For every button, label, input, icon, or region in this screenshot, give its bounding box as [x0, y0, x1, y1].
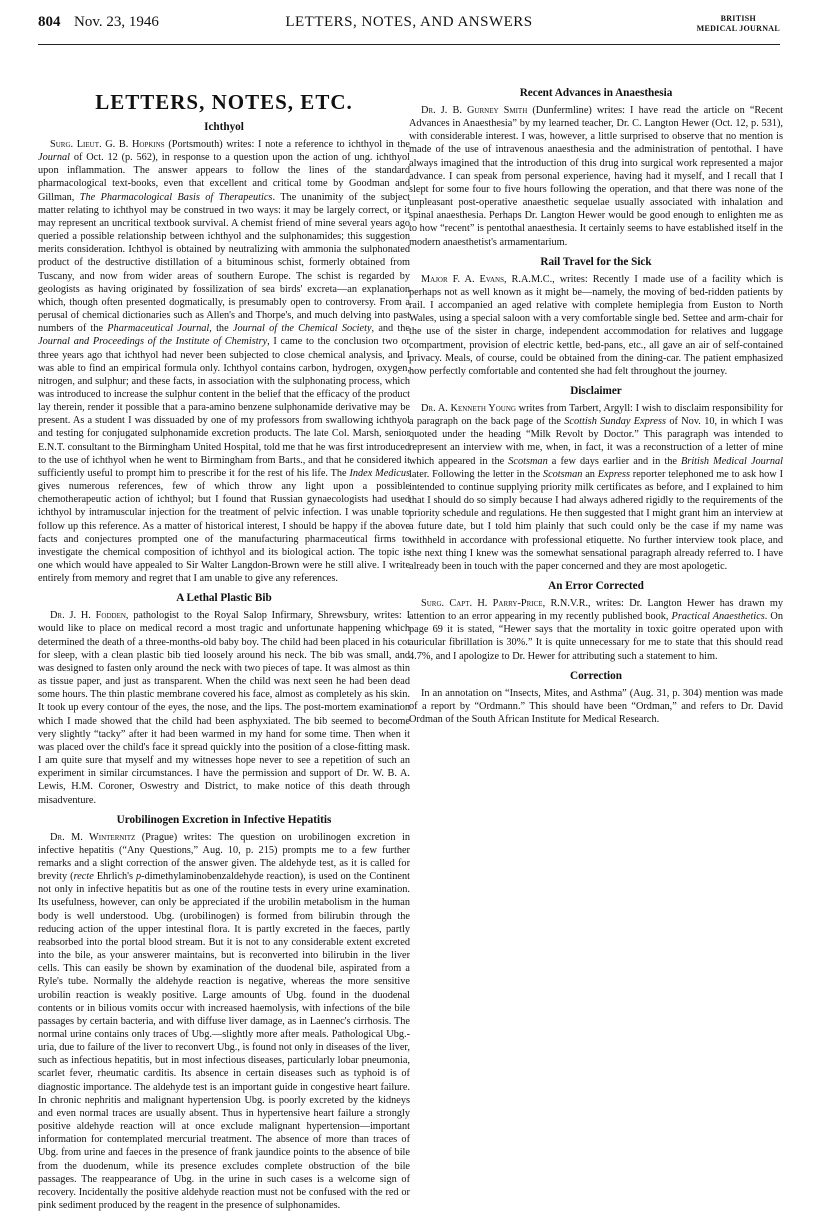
article-title-disclaimer: Disclaimer — [570, 384, 622, 397]
page-number: 804 — [38, 14, 61, 30]
article-title-correction: Correction — [570, 669, 622, 682]
left-column — [38, 54, 411, 1212]
article-body-plastic-bib: Dr. J. H. Fodden, pathologist to the Royal Salop Infirmary, Shrewsbury, writes: I would like to place on medical record a most tragic and unfortunate happening which determined the death of a three-months-old baby boy. The child had been placed in his cot for sleep, with a clean plastic bib tied loosely around his neck. The bib was small, and was designed to fasten only around the neck with two pieces of tape. It was almost as thin as tissue paper, and just as transparent. When the child was next seen he had been dead some hours. The thin plastic membrane covered his face, almost as completely as his skin. It took up every contour of the eyes, the nose, and the lips. The post-mortem examination which I made showed that the child had been asphyxiated. The bib seemed to become very slightly “tacky” after it had been warmed in my hand for some time. Then when it was placed over the child's face it spread quickly into the position of a close-fitting mask. I am quite sure that myself and my witnesses hope never to see a repetition of such an experiment in similar circumstances. I have the permission and support of Dr. W. B. A. Lewis, H.M. Coroner, Oswestry and District, to make notice of this death through misadventure. — [38, 610, 410, 806]
section-running-title: LETTERS, NOTES, AND ANSWERS — [285, 14, 533, 30]
article-title-ichthyol: Ichthyol — [204, 121, 244, 133]
main-heading: LETTERS, NOTES, ETC. — [95, 90, 353, 114]
article-body-anaesthesia: Dr. J. B. Gurney Smith (Dunfermline) writes: I have read the article on “Recent Advances in Anaesthesia” by my learned teacher, Dr. C. Langton Hewer (Oct. 12, p. 531), with considerable interest. I was, however, a little surprised to observe that no mention is made of the use of intravenous anaesthesia and the administration of pentothal. I have always imagined that the introduction of this drug into surgical work represented a major advance. I can speak from personal experience, having had it myself, and I recall that I slept for some four to five hours following the operation, and that there was none of the unpleasant post-operative anaesthetic sequelae usually associated with inhalation and spinal anaesthesia. Perhaps Dr. Langton Hewer would be good enough to enlighten me as to how “recent” is pentothal anaesthesia. It certainly seems to have established itself in the modern anaesthetist's armamentarium. — [409, 105, 783, 248]
journal-name-line2: MEDICAL JOURNAL — [696, 24, 780, 33]
article-body-rail-travel: Major F. A. Evans, R.A.M.C., writes: Recently I made use of a facility which is perhaps not as well known as it might be—namely, the moving of bed-ridden patients by rail. I accompanied an aged relative with complete hemiplegia from Euston to North Wales, using a special saloon with a very comfortable single bed. Settee and arm-chair for the use of the sister in charge, independent accommodation for relatives and luggage compartment, provision of electric kettle, bed-pans, etc., all gave an air of self-contained privacy. Meals, of course, could be obtained from the dining-car. The patient emphasized how perfectly comfortable and contented she had felt throughout the journey. — [409, 273, 783, 377]
author-name: Dr. J. H. Fodden — [50, 610, 126, 622]
article-title-rail-travel: Rail Travel for the Sick — [540, 255, 652, 268]
issue-date: Nov. 23, 1946 — [74, 14, 159, 30]
article-body-disclaimer: Dr. A. Kenneth Young writes from Tarbert, Argyll: I wish to disclaim responsibility for a paragraph on the back page of the Scottish Sunday Express of Nov. 10, in which I was quoted under the heading “Milk Revolt by Doctor.” This paragraph was intended to represent an interview with me, when, in fact, it was a reconstruction of a letter of mine which appeared in the Scotsman a few days earlier and in the British Medical Journal later. Following the letter in the Scotsman an Express reporter telephoned me to ask how I intended to continue supplying priority milk certificates as before, and I explained to him that I should do so simply because I had always adhered rigidly to the requirements of the priority schedule and regulations. He then suggested that I might grant him an interview at a future date, but I told him plainly that such could only be the case if my name was withheld in accordance with professional etiquette. No further interview took place, and the next thing I knew was the somewhat sensational paragraph already referred to. I have already been in touch with the paper concerned and they are most apologetic. — [409, 402, 783, 572]
journal-name — [697, 14, 780, 34]
author-name: Dr. M. Winternitz — [50, 831, 136, 843]
author-name: Surg. Lieut. G. B. Hopkins — [50, 139, 165, 150]
author-name: Surg. Capt. H. Parry-Price — [421, 598, 543, 609]
right-column — [409, 80, 783, 1144]
article-body-urobilinogen: Dr. M. Winternitz (Prague) writes: The question on urobilinogen excretion in infective hepatitis (“Any Questions,” Aug. 10, p. 215) prompts me to a few further remarks and a slight correction of the answer given. The aldehyde test, as it is called for brevity (recte Ehrlich's p-dimethylaminobenzaldehyde reaction), is used on the Continent not only in infective hepatitis but as one of the routine tests in every urine examination. Its usefulness, however, can only be appreciated if the urobilin metabolism in the human body is well understood. Ubg. (urobilinogen) is formed from bilirubin through the reducing action of the upper intestinal flora. It is partly excreted in the faeces, partly reabsorbed into the portal blood stream. But it is not to any considerable extent excreted into the bile, as your answerer maintains, but is reconverted into bilirubin in the liver cells. This can easily be shown by examination of the duodenal bile, aspirated from a Ryle's tube. Normally the aldehyde reaction is negative, whereas the more sensitive urobilin reaction is weakly positive. Large amounts of Ubg. found in the duodenal contents or in bilious vomits occur with increased haemolysis, with infections of the bile passages by certain bacteria, and with diffuse liver damage, as in Laennec's cirrhosis. The normal urine contains only traces of Ubg.—slightly more after meals. Pathological Ubg.-uria, due to failure of the liver to reconvert Ubg., is found not only in diseases of the liver, such as infectious hepatitis, but in most infectious diseases, particularly lobar pneumonia, scarlet fever, rheumatic carditis. Its absence in certain diseases such as typhoid is of diagnostic importance. The aldehyde test is an important guide in congestive heart failure. In chronic nephritis and malignant hypertension Ubg. is poorly excreted by the kidneys and even normal traces are usually absent. Thus in hypertensive heart failure a strongly positive aldehyde reaction will at once exclude malignant hypertension—important information for contemplated mercurial treatment. The absence of more than traces of Ubg. from urine and faeces in the presence of frank jaundice points to the absence of bile from the duodenum, while its presence excludes complete obstruction of the bile passages. The reappearance of Ubg. in the urine in such cases is a welcome sign of recovery. Incidentally the positive aldehyde reaction must not be confused with the red or pink sediment produced by the reagent in the presence of sulphonamides. — [38, 831, 411, 1212]
article-title-error-corrected: An Error Corrected — [548, 580, 644, 592]
journal-name-line1: BRITISH — [720, 14, 757, 23]
author-name: Dr. A. Kenneth Young — [421, 402, 516, 414]
article-body-correction: In an annotation on “Insects, Mites, and Asthma” (Aug. 31, p. 304) mention was made of a report by “Ordmann.” This should have been “Ordman,” and refers to Dr. David Ordman of the South African Institute for Medical Research. — [409, 687, 783, 726]
article-body-error-corrected: Surg. Capt. H. Parry-Price, R.N.V.R., writes: Dr. Langton Hewer has drawn my attention to an error appearing in my recently published book, Practical Anaesthetics. On page 69 it is stated, “Hewer says that the mortality in toxic goitre operated upon with auricular fibrillation is 30%.” It is quite unnecessary for me to state that this should read 4.7%, and I apologize to Dr. Hewer for attributing such a statement to him. — [409, 598, 784, 662]
article-title-plastic-bib: A Lethal Plastic Bib — [176, 592, 272, 605]
article-body-ichthyol: Surg. Lieut. G. B. Hopkins (Portsmouth) writes: I note a reference to ichthyol in the Journal of Oct. 12 (p. 562), in response to a question upon the action of ung. ichthyol upon inflammation. The answer appears to follow the lines of the standard pharmacological text-books, even that excellent and critical tome by Goodman and Gillman, The Pharmacological Basis of Therapeutics. The unanimity of the subject matter relating to ichthyol may be construed in two ways: it may be largely correct, or it may represent an uncritical textbook survival. A chemist friend of mine several years ago queried a possible relationship between ichthyol and the sulphonamides; this suggestion merits consideration. Ichthyol is obtained by neutralizing with ammonia the sulphonated product of the destructive distillation of a bituminous schist, formerly obtained from Tuscany, and now from wider areas of southern Europe. The schist is regarded by geologists as having originated by fossilization of sea birds' excreta—an explanation which, though often presented dogmatically, is presumably open to controversy. From a perusal of chemical dictionaries such as Allen's and Thorpe's, and much delving into past numbers of the Pharmaceutical Journal, the Journal of the Chemical Society, and the Journal and Proceedings of the Institute of Chemistry, I came to the conclusion two or three years ago that ichthyol had never been subjected to close chemical analysis, and I was able to find an empirical formula only. Ichthyol contains carbon, hydrogen, oxygen, nitrogen, and sulphur; and these facts, in association with the sulphonating process, which was introduced to increase the sulphur content in the belief that the efficacy of the product lay therein, render it possible that a para-amino benzene sulphonamide derivative may be present. As a student I was dissuaded by one of my professors from swallowing ichthyol and testing for conjugated sulphonamide excretion products. The late Col. Marsh, senior E.N.T. consultant to the Birmingham United Hospital, told me that he was first introduced to the use of ichthyol when he went to Birmingham from Barts., and that he considered it sufficiently useful to prompt him to prescribe it for the rest of his life. The Index Medicus gives numerous references, few of which throw any light upon a possible chemotherapeutic action of ichthyol; but I found that Russian gynaecologists had used ichthyol by intramuscular injection for the treatment of pelvic infection. I was unable to follow up this reference. As a matter of historical interest, I should be happy if the above facts and conjectures prompted one of the manufacturing pharmaceutical firms to investigate the chemical composition of ichthyol and its biological action. The topic is one which would have appealed to Sir Walter Langdon-Brown were he still alive. I write entirely from memory and regret that I am unable to give any references. — [38, 139, 411, 585]
running-head — [38, 10, 780, 45]
author-name: Dr. J. B. Gurney Smith — [421, 105, 528, 116]
article-title-urobilinogen: Urobilinogen Excretion in Infective Hepatitis — [116, 813, 332, 826]
author-name: Major F. A. Evans — [421, 273, 504, 285]
article-title-anaesthesia: Recent Advances in Anaesthesia — [519, 87, 673, 99]
